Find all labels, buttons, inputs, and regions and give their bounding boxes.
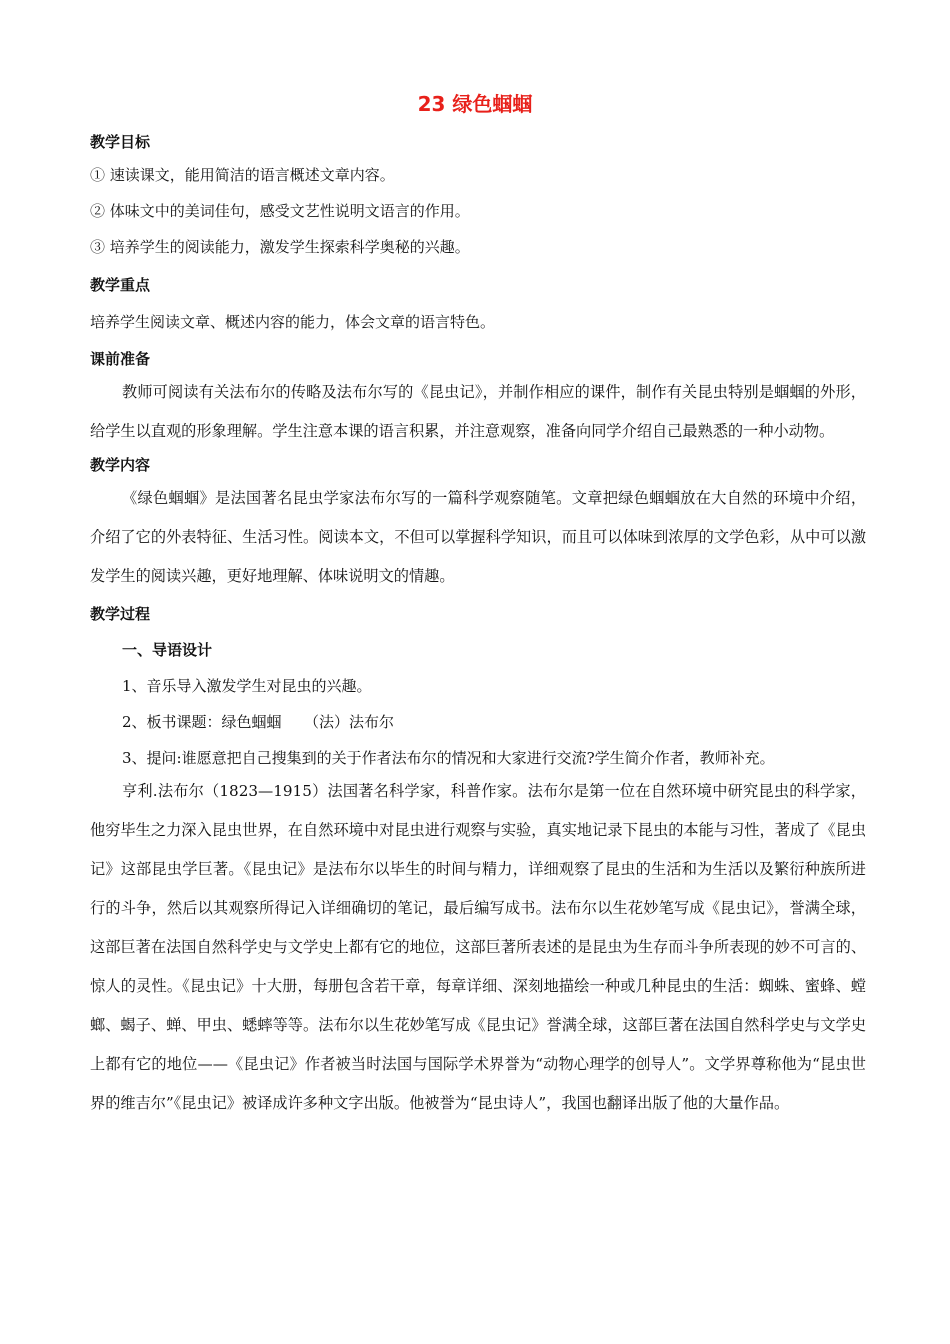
goal-item-3: ③ 培养学生的阅读能力，激发学生探索科学奥秘的兴趣。 bbox=[90, 238, 470, 256]
goal-item-1: ① 速读课文，能用简洁的语言概述文章内容。 bbox=[90, 166, 395, 184]
intro-design-heading: 一、导语设计 bbox=[122, 641, 213, 659]
process-step-3: 3、提问:谁愿意把自己搜集到的关于作者法布尔的情况和大家进行交流?学生简介作者，教师补充。 bbox=[122, 749, 775, 767]
document-body bbox=[90, 118, 866, 1123]
goal-item-2: ② 体味文中的美词佳句，感受文艺性说明文语言的作用。 bbox=[90, 202, 470, 220]
prep-heading: 课前准备 bbox=[90, 350, 151, 368]
goals-heading: 教学目标 bbox=[90, 133, 151, 151]
page-title: 23 绿色蝈蝈 bbox=[417, 92, 533, 116]
process-step-1: 1、音乐导入激发学生对昆虫的兴趣。 bbox=[122, 677, 372, 695]
content-text: 《绿色蝈蝈》是法国著名昆虫学家法布尔写的一篇科学观察随笔。文章把绿色蝈蝈放在大自然的环境中介绍，介绍了它的外表特征、生活习性。阅读本文，不但可以掌握科学知识，而且可以体味到浓厚的文学色彩，从中可以激发学生的阅读兴趣，更好地理解、体味说明文的情趣。 bbox=[90, 489, 866, 585]
process-heading: 教学过程 bbox=[90, 605, 151, 623]
content-heading: 教学内容 bbox=[90, 456, 151, 474]
focus-text: 培养学生阅读文章、概述内容的能力，体会文章的语言特色。 bbox=[90, 313, 496, 331]
focus-heading: 教学重点 bbox=[90, 276, 151, 294]
process-step-2: 2、板书课题：绿色蝈蝈 （法）法布尔 bbox=[122, 713, 395, 731]
prep-text: 教师可阅读有关法布尔的传略及法布尔写的《昆虫记》，并制作相应的课件，制作有关昆虫特别是蝈蝈的外形，给学生以直观的形象理解。学生注意本课的语言积累，并注意观察，准备向同学介绍自己最熟悉的一种小动物。 bbox=[90, 383, 866, 440]
author-bio: 亨利.法布尔（1823—1915）法国著名科学家，科普作家。法布尔是第一位在自然环境中研究昆虫的科学家，他穷毕生之力深入昆虫世界，在自然环境中对昆虫进行观察与实验，真实地记录下昆虫的本能与习性，著成了《昆虫记》这部昆虫学巨著。《昆虫记》是法布尔以毕生的时间与精力，详细观察了昆虫的生活和为生活以及繁衍种族所进行的斗争，然后以其观察所得记入详细确切的笔记，最后编写成书。法布尔以生花妙笔写成《昆虫记》，誉满全球，这部巨著在法国自然科学史与文学史上都有它的地位，这部巨著所表述的是昆虫为生存而斗争所表现的妙不可言的、惊人的灵性。《昆虫记》十大册，每册包含若干章，每章详细、深刻地描绘一种或几种昆虫的生活：蜘蛛、蜜蜂、螳螂、蝎子、蝉、甲虫、蟋蟀等等。法布尔以生花妙笔写成《昆虫记》誉满全球，这部巨著在法国自然科学史与文学史上都有它的地位——《昆虫记》作者被当时法国与国际学术界誉为“动物心理学的创导人”。文学界尊称他为“昆虫世界的维吉尔”《昆虫记》被译成许多种文字出版。他被誉为“昆虫诗人”，我国也翻译出版了他的大量作品。 bbox=[90, 782, 866, 1112]
